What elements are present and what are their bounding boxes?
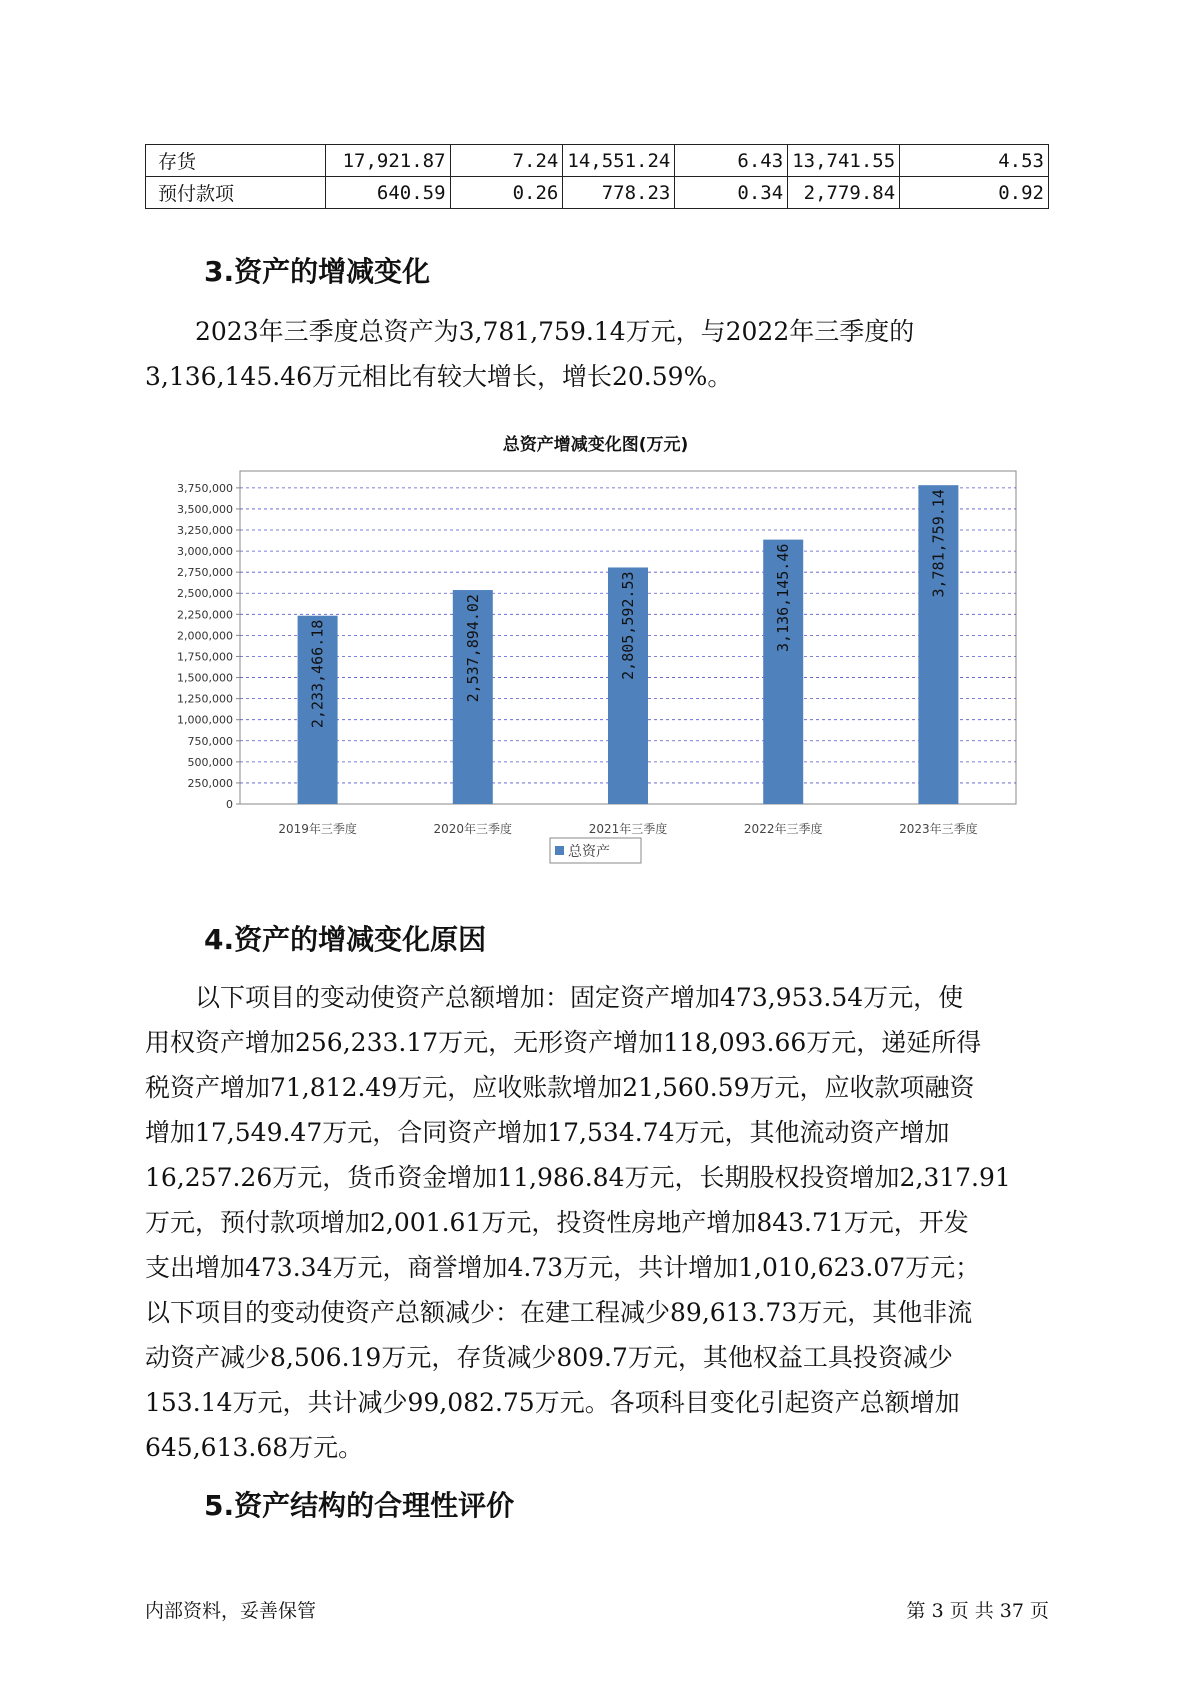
y-tick-label: 3,000,000 (177, 545, 233, 559)
asset-table (145, 144, 1049, 209)
bar-data-label: 3,781,759.14 (929, 489, 948, 598)
bar-data-label: 3,136,145.46 (774, 543, 793, 652)
paragraph-line: 税资产增加71,812.49万元，应收账款增加21,560.59万元，应收款项融资 (145, 1073, 975, 1102)
paragraph-line: 增加17,549.47万元，合同资产增加17,534.74万元，其他流动资产增加 (145, 1118, 950, 1147)
total-assets-bar-chart (160, 460, 1030, 880)
table-cell: 17,921.87 (325, 145, 450, 177)
section-4-heading: 4.资产的增减变化原因 (204, 923, 487, 956)
paragraph-line: 动资产减少8,506.19万元，存货减少809.7万元，其他权益工具投资减少 (145, 1343, 953, 1372)
section-5-heading: 5.资产结构的合理性评价 (204, 1489, 515, 1522)
paragraph-line: 以下项目的变动使资产总额增加：固定资产增加473,953.54万元，使 (195, 983, 964, 1012)
y-tick-label: 1,250,000 (177, 692, 233, 706)
paragraph-line: 用权资产增加256,233.17万元，无形资产增加118,093.66万元，递延所得 (145, 1028, 982, 1057)
bar-data-label: 2,805,592.53 (619, 571, 637, 680)
y-tick-label: 3,250,000 (177, 524, 233, 538)
table-row (146, 177, 1049, 209)
y-tick-label: 1,750,000 (177, 650, 233, 664)
y-tick-label: 2,750,000 (177, 566, 233, 580)
paragraph-line: 645,613.68万元。 (145, 1433, 364, 1462)
x-tick-label: 2020年三季度 (433, 822, 513, 836)
legend-swatch (555, 846, 564, 855)
bar-data-label: 2,537,894.02 (463, 594, 482, 703)
chart-title: 总资产增减变化图(万元) (502, 435, 689, 455)
table-cell: 14,551.24 (563, 145, 675, 177)
table-cell: 640.59 (325, 177, 450, 209)
table-cell: 4.53 (900, 145, 1049, 177)
y-tick-label: 2,250,000 (177, 608, 233, 622)
paragraph-line: 支出增加473.34万元，商誉增加4.73万元，共计增加1,010,623.07万元； (145, 1253, 981, 1282)
y-tick-label: 3,500,000 (177, 502, 233, 516)
x-tick-label: 2021年三季度 (588, 822, 668, 836)
table-cell: 预付款项 (146, 177, 326, 209)
table-cell: 2,779.84 (788, 177, 900, 209)
table-cell: 0.34 (675, 177, 788, 209)
x-tick-label: 2019年三季度 (278, 822, 357, 836)
y-tick-label: 500,000 (187, 755, 233, 769)
paragraph-line: 以下项目的变动使资产总额减少：在建工程减少89,613.73万元，其他非流 (145, 1298, 973, 1327)
y-tick-label: 0 (226, 798, 233, 811)
paragraph-line: 万元，预付款项增加2,001.61万元，投资性房地产增加843.71万元，开发 (145, 1208, 969, 1237)
y-tick-label: 3,750,000 (177, 481, 233, 495)
paragraph-line: 2023年三季度总资产为3,781,759.14万元，与2022年三季度的 (195, 317, 915, 346)
table-cell: 存货 (146, 145, 326, 177)
section-4-paragraph (145, 975, 1049, 1470)
x-tick-label: 2023年三季度 (899, 822, 978, 836)
table-row (146, 145, 1049, 177)
page-number: 第 3 页 共 37 页 (906, 1600, 1049, 1622)
table-cell: 6.43 (675, 145, 788, 177)
y-tick-label: 1,500,000 (177, 671, 233, 685)
bar-data-label: 2,233,466.18 (308, 619, 327, 729)
table-cell: 0.92 (900, 177, 1049, 209)
table-cell: 13,741.55 (788, 145, 900, 177)
table-cell: 778.23 (563, 177, 675, 209)
legend-label: 总资产 (568, 844, 610, 860)
footer-note: 内部资料，妥善保管 (145, 1600, 317, 1622)
x-tick-label: 2022年三季度 (743, 822, 823, 836)
paragraph-line: 153.14万元，共计减少99,082.75万元。各项科目变化引起资产总额增加 (145, 1388, 960, 1417)
y-tick-label: 1,000,000 (177, 713, 233, 727)
section-3-paragraph (145, 309, 1049, 399)
y-tick-label: 2,000,000 (177, 629, 233, 643)
y-tick-label: 250,000 (187, 776, 233, 790)
section-3-heading: 3.资产的增减变化 (204, 255, 431, 288)
paragraph-line: 16,257.26万元，货币资金增加11,986.84万元，长期股权投资增加2,317.91 (145, 1163, 1011, 1192)
table-cell: 7.24 (450, 145, 563, 177)
table-cell: 0.26 (450, 177, 563, 209)
paragraph-line: 3,136,145.46万元相比有较大增长，增长20.59%。 (145, 362, 733, 391)
y-tick-label: 750,000 (187, 734, 233, 748)
y-tick-label: 2,500,000 (177, 587, 233, 601)
